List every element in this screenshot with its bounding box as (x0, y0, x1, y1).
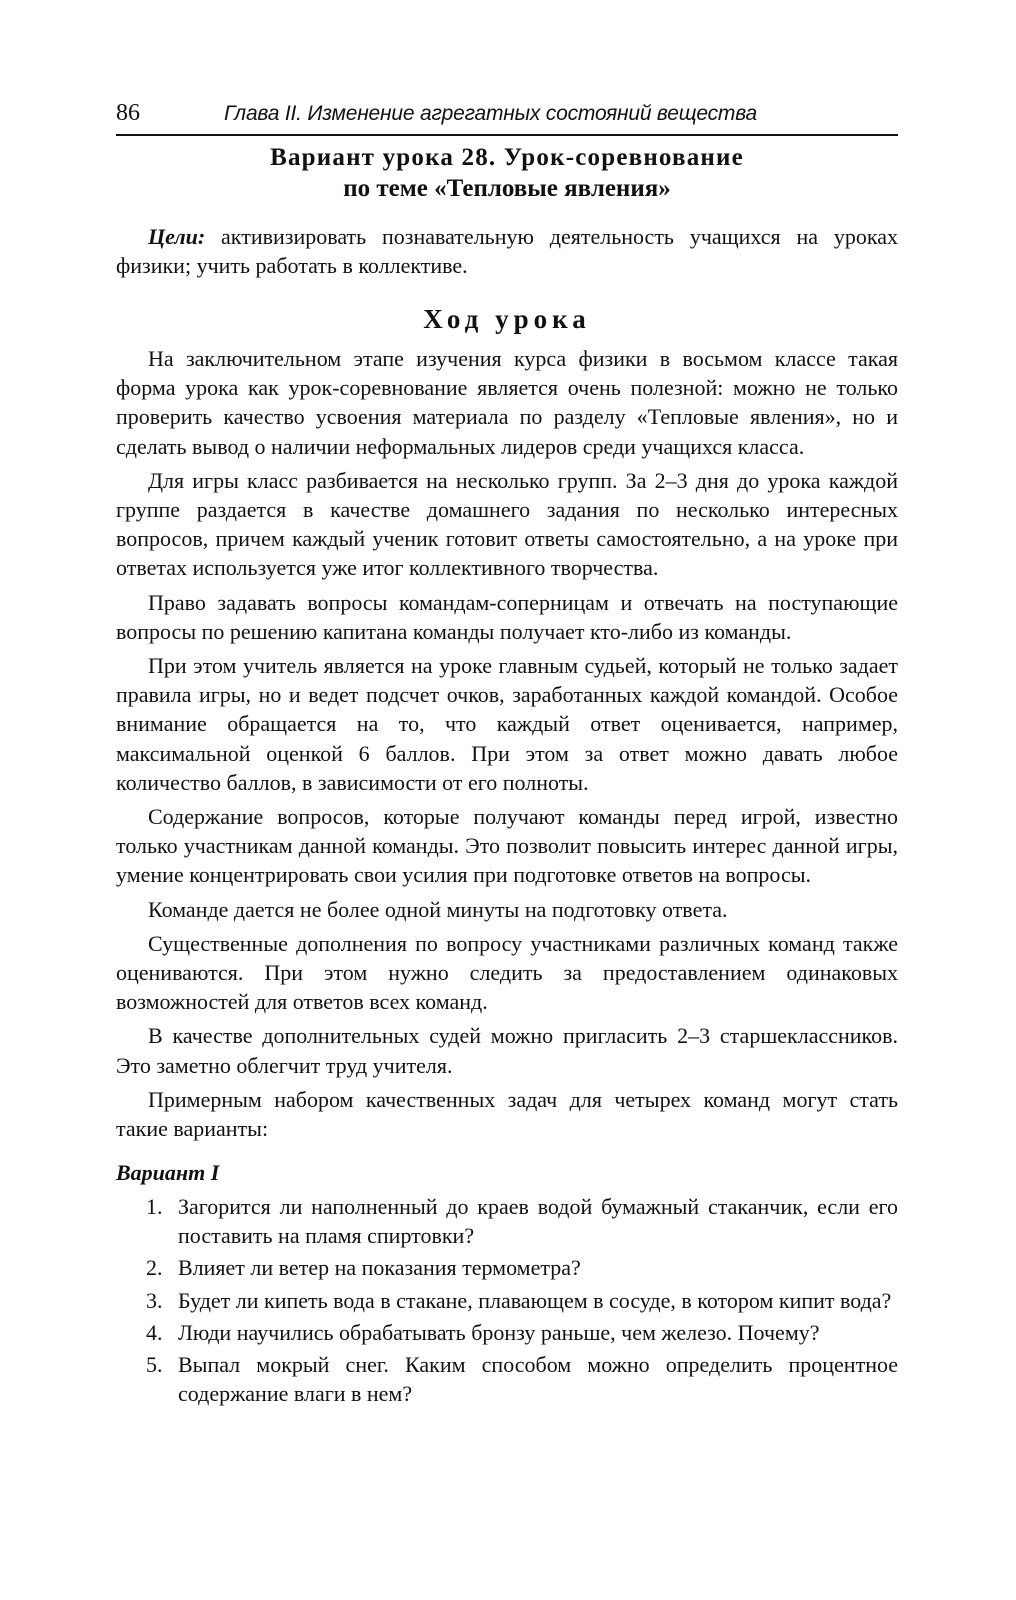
list-item (116, 1318, 898, 1347)
question-text: Выпал мокрый снег. Каким способом можно определить процентное содержание влаги в нем? (178, 1352, 898, 1407)
question-text: Влияет ли ветер на показания термометра? (178, 1255, 581, 1281)
question-number: 3. (146, 1287, 163, 1313)
question-text: Загорится ли наполненный до краев водой бумажный стаканчик, если его поставить на пламя спиртовки? (178, 1194, 898, 1249)
page-number: 86 (116, 100, 140, 126)
paragraph: Существенные дополнения по вопросу участниками различных команд также оцениваются. При этом нужно следить за предоставлением одинаковых возможностей для ответов всех команд. (116, 930, 898, 1015)
question-text: Люди научились обрабатывать бронзу раньше, чем железо. Почему? (178, 1319, 820, 1345)
question-list (116, 1192, 898, 1411)
paragraph: Право задавать вопросы командам-соперницам и отвечать на поступающие вопросы по решению капитана команды получает кто-либо из команды. (116, 589, 898, 644)
chapter-running-title: Глава II. Изменение агрегатных состояний вещества (224, 102, 758, 125)
list-item (116, 1192, 898, 1250)
list-item (116, 1286, 898, 1315)
paragraph: Примерным набором качественных задач для четырех команд могут стать такие варианты: (116, 1086, 898, 1142)
paragraph: Для игры класс разбивается на несколько групп. За 2–3 дня до урока каждой группе раздается в качестве домашнего задания по несколько интересных вопросов, причем каждый ученик готовит ответы самостоятельно, а на уроке при ответах используется уже итог коллективного творчества. (116, 467, 898, 581)
variant-title: Вариант I (116, 1160, 220, 1185)
question-number: 5. (146, 1352, 163, 1378)
paragraph: Содержание вопросов, которые получают команды перед игрой, известно только участникам данной команды. Это позволит повысить интерес данной игры, умение концентрировать свои усилия при подготовке ответов на вопросы. (116, 804, 898, 888)
section-heading: Ход урока (423, 304, 591, 334)
question-number: 1. (146, 1194, 163, 1219)
goals-label: Цели: (148, 224, 206, 249)
paragraph: При этом учитель является на уроке главным судьей, который не только задает правила игры, но и ведет подсчет очков, заработанных каждой командой. Особое внимание обращается на то, что каждый ответ оценивается, например, максимальной оценкой 6 баллов. При этом за ответ можно давать любое количество баллов, в зависимости от его полноты. (116, 653, 898, 795)
running-header (116, 100, 898, 136)
question-text: Будет ли кипеть вода в стакане, плавающем в сосуде, в котором кипит вода? (178, 1287, 892, 1313)
paragraph: На заключительном этапе изучения курса физики в восьмом классе такая форма урока как урок-соревнование является очень полезной: можно не только проверить качество усвоения материала по разделу «Тепловые явления», но и сделать вывод о наличии неформальных лидеров среди учащихся класса. (116, 346, 898, 459)
paragraph: Команде дается не более одной минуты на подготовку ответа. (148, 896, 728, 922)
lesson-title-line-1: Вариант урока 28. Урок-соревнование (270, 144, 744, 171)
goals-text: активизировать познавательную деятельность учащихся на уроках физики; учить работать в коллективе. (116, 224, 898, 278)
lesson-goals (116, 222, 898, 280)
lesson-title-line-2: по теме «Тепловые явления» (343, 175, 671, 202)
list-item (116, 1350, 898, 1408)
paragraph: В качестве дополнительных судей можно пригласить 2–3 старшеклассников. Это заметно облегчит труд учителя. (116, 1023, 898, 1078)
question-number: 2. (146, 1255, 163, 1281)
question-number: 4. (146, 1319, 163, 1345)
list-item (116, 1253, 898, 1282)
lesson-body (116, 344, 898, 1148)
lesson-title (116, 142, 898, 204)
